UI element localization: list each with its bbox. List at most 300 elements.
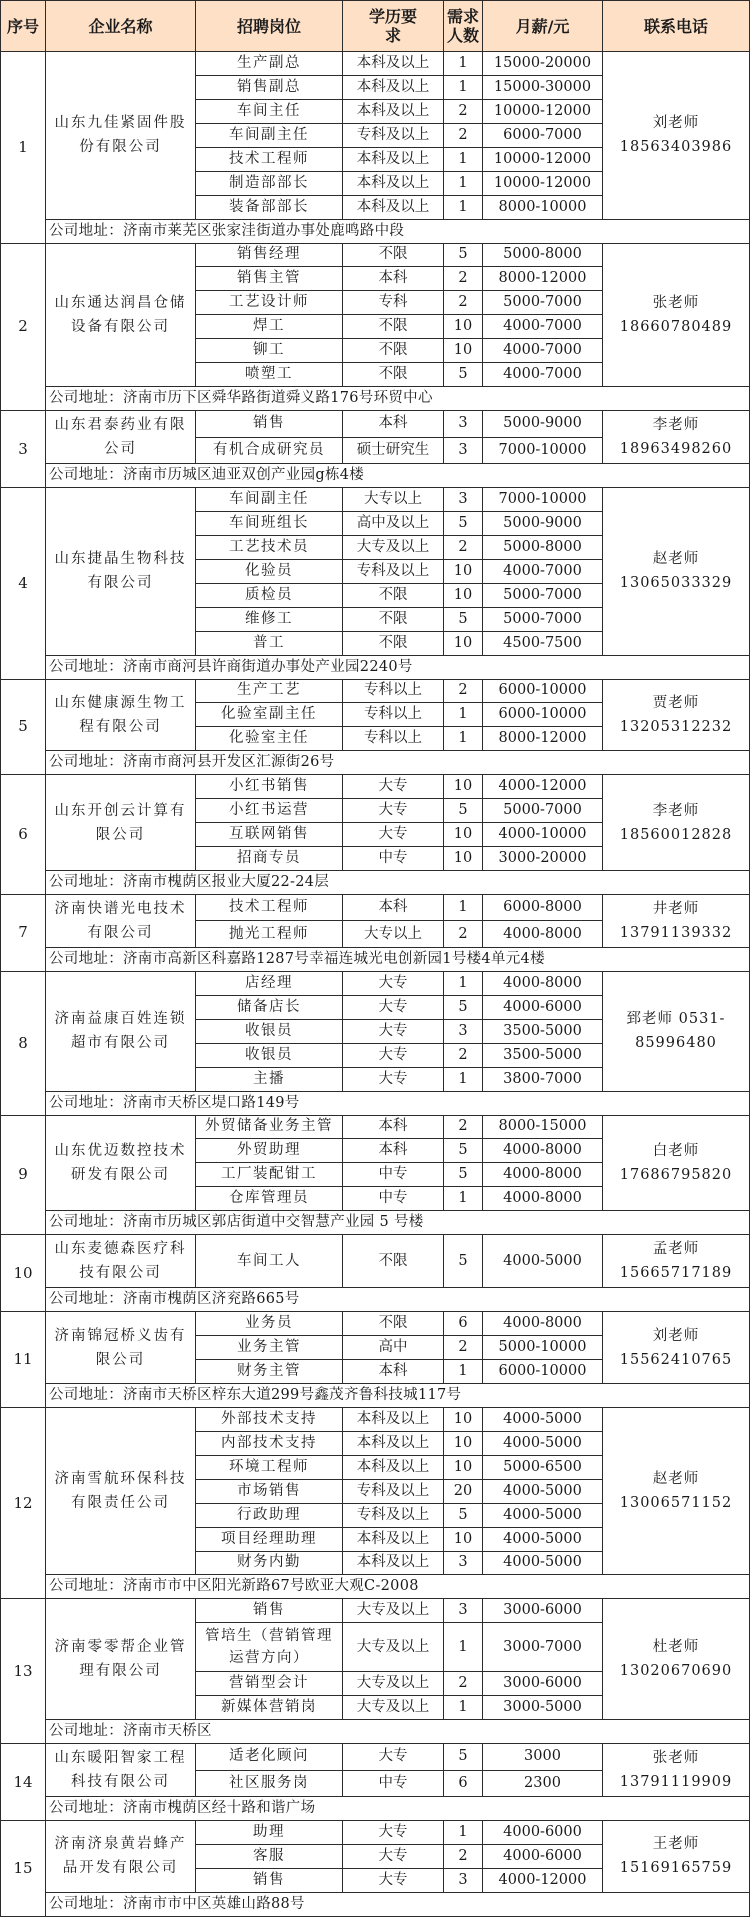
monthly-salary: 3000 [483, 1744, 603, 1771]
monthly-salary: 4000-5000 [483, 1479, 603, 1503]
contact-info: 赵老师 13065033329 [603, 488, 750, 656]
job-title: 销售 [196, 411, 343, 438]
monthly-salary: 4000-10000 [483, 823, 603, 847]
education-requirement: 本科及以上 [343, 1527, 444, 1551]
monthly-salary: 5000-7000 [483, 583, 603, 607]
job-title: 仓库管理员 [196, 1187, 343, 1211]
monthly-salary: 4000-5000 [483, 1503, 603, 1527]
job-title: 工艺设计师 [196, 291, 343, 315]
contact-info: 杜老师 13020670690 [603, 1599, 750, 1720]
address-row [1, 387, 750, 411]
education-requirement: 本科及以上 [343, 147, 444, 171]
education-requirement: 硕士研究生 [343, 437, 444, 464]
education-requirement: 专科及以上 [343, 123, 444, 147]
company-name: 济南锦冠桥义齿有限公司 [46, 1312, 196, 1384]
monthly-salary: 4000-6000 [483, 995, 603, 1019]
education-requirement: 本科 [343, 894, 444, 921]
company-address: 公司地址：济南市天桥区 [46, 1720, 750, 1744]
education-requirement: 不限 [343, 1235, 444, 1288]
education-requirement: 大专 [343, 995, 444, 1019]
monthly-salary: 6000-10000 [483, 1360, 603, 1384]
education-requirement: 专科及以上 [343, 1503, 444, 1527]
job-title: 客服 [196, 1845, 343, 1869]
job-title: 车间主任 [196, 99, 343, 123]
job-row [1, 52, 750, 76]
job-row [1, 894, 750, 921]
company-address: 公司地址：济南市天桥区堤口路149号 [46, 1091, 750, 1115]
job-title: 财务主管 [196, 1360, 343, 1384]
headcount: 1 [444, 1187, 483, 1211]
company-number: 6 [1, 775, 46, 895]
education-requirement: 不限 [343, 363, 444, 387]
company-name: 山东捷晶生物科技有限公司 [46, 488, 196, 656]
monthly-salary: 2300 [483, 1770, 603, 1797]
monthly-salary: 4000-7000 [483, 315, 603, 339]
company-name: 山东暖阳智家工程科技有限公司 [46, 1744, 196, 1797]
education-requirement: 本科及以上 [343, 1455, 444, 1479]
company-address: 公司地址：济南市历城区迪亚双创产业园g栋4楼 [46, 464, 750, 488]
job-row [1, 775, 750, 799]
company-number: 3 [1, 411, 46, 488]
headcount: 2 [444, 679, 483, 703]
monthly-salary: 7000-10000 [483, 437, 603, 464]
headcount: 1 [444, 195, 483, 219]
job-title: 小红书运营 [196, 799, 343, 823]
monthly-salary: 5000-10000 [483, 1336, 603, 1360]
job-title: 外贸助理 [196, 1139, 343, 1163]
education-requirement: 不限 [343, 1312, 444, 1336]
job-title: 销售主管 [196, 267, 343, 291]
education-requirement: 大专 [343, 1821, 444, 1845]
company-number: 9 [1, 1115, 46, 1235]
headcount: 3 [444, 488, 483, 512]
monthly-salary: 4000-8000 [483, 1163, 603, 1187]
company-address: 公司地址：济南市槐荫区济兖路665号 [46, 1288, 750, 1312]
company-number: 10 [1, 1235, 46, 1312]
monthly-salary: 15000-30000 [483, 75, 603, 99]
company-address: 公司地址：济南市商河县许商街道办事处产业园2240号 [46, 655, 750, 679]
education-requirement: 专科及以上 [343, 559, 444, 583]
job-title: 车间工人 [196, 1235, 343, 1288]
education-requirement: 不限 [343, 583, 444, 607]
company-number: 12 [1, 1407, 46, 1599]
job-title: 财务内勤 [196, 1551, 343, 1575]
education-requirement: 本科及以上 [343, 99, 444, 123]
monthly-salary: 4000-6000 [483, 1845, 603, 1869]
monthly-salary: 4000-8000 [483, 1187, 603, 1211]
headcount: 2 [444, 1672, 483, 1696]
contact-info: 李老师 18963498260 [603, 411, 750, 464]
monthly-salary: 3000-7000 [483, 1623, 603, 1672]
headcount: 5 [444, 1163, 483, 1187]
headcount: 1 [444, 171, 483, 195]
headcount: 6 [444, 1312, 483, 1336]
job-title: 招商专员 [196, 847, 343, 871]
job-title: 内部技术支持 [196, 1431, 343, 1455]
contact-info: 赵老师 13006571152 [603, 1407, 750, 1575]
job-title: 技术工程师 [196, 894, 343, 921]
address-row [1, 1575, 750, 1599]
monthly-salary: 4000-12000 [483, 1868, 603, 1892]
monthly-salary: 4000-5000 [483, 1431, 603, 1455]
education-requirement: 大专 [343, 1019, 444, 1043]
monthly-salary: 5000-8000 [483, 535, 603, 559]
job-title: 社区服务岗 [196, 1770, 343, 1797]
monthly-salary: 4000-5000 [483, 1527, 603, 1551]
education-requirement: 不限 [343, 243, 444, 267]
address-row [1, 1383, 750, 1407]
header-education: 学历要求 [343, 1, 444, 52]
company-address: 公司地址：济南市市中区英雄山路88号 [46, 1892, 750, 1916]
education-requirement: 中专 [343, 1187, 444, 1211]
company-address: 公司地址：济南市槐荫区报业大厦22-24层 [46, 871, 750, 895]
job-title: 环境工程师 [196, 1455, 343, 1479]
headcount: 2 [444, 1336, 483, 1360]
headcount: 1 [444, 894, 483, 921]
job-title: 制造部部长 [196, 171, 343, 195]
monthly-salary: 4000-5000 [483, 1551, 603, 1575]
contact-info: 刘老师 18563403986 [603, 52, 750, 220]
monthly-salary: 8000-12000 [483, 267, 603, 291]
education-requirement: 本科及以上 [343, 195, 444, 219]
headcount: 3 [444, 1019, 483, 1043]
job-title: 行政助理 [196, 1503, 343, 1527]
job-title: 技术工程师 [196, 147, 343, 171]
company-address: 公司地址：济南市历城区郭店街道中交智慧产业园 5 号楼 [46, 1211, 750, 1235]
job-title: 抛光工程师 [196, 921, 343, 948]
address-row [1, 1211, 750, 1235]
headcount: 5 [444, 511, 483, 535]
headcount: 10 [444, 1527, 483, 1551]
company-name: 济南济泉黄岩蜂产品开发有限公司 [46, 1821, 196, 1893]
header-no: 序号 [1, 1, 46, 52]
monthly-salary: 3000-5000 [483, 1696, 603, 1720]
contact-info: 张老师 13791119909 [603, 1744, 750, 1797]
job-title: 喷塑工 [196, 363, 343, 387]
job-title: 储备店长 [196, 995, 343, 1019]
company-name: 济南快谱光电技术有限公司 [46, 894, 196, 947]
job-title: 车间副主任 [196, 488, 343, 512]
headcount: 3 [444, 1868, 483, 1892]
company-address: 公司地址：济南市高新区科嘉路1287号幸福连城光电创新园1号楼4单元4楼 [46, 947, 750, 971]
education-requirement: 大专 [343, 1868, 444, 1892]
company-name: 山东健康源生物工程有限公司 [46, 679, 196, 751]
education-requirement: 大专 [343, 823, 444, 847]
education-requirement: 大专 [343, 1067, 444, 1091]
company-address: 公司地址：济南市莱芜区张家洼街道办事处鹿鸣路中段 [46, 219, 750, 243]
education-requirement: 大专 [343, 775, 444, 799]
monthly-salary: 4000-5000 [483, 1407, 603, 1431]
job-title: 车间副主任 [196, 123, 343, 147]
headcount: 1 [444, 1623, 483, 1672]
company-number: 8 [1, 971, 46, 1115]
job-title: 业务员 [196, 1312, 343, 1336]
monthly-salary: 3000-20000 [483, 847, 603, 871]
job-row [1, 1312, 750, 1336]
education-requirement: 本科及以上 [343, 1407, 444, 1431]
education-requirement: 本科及以上 [343, 52, 444, 76]
header-count: 需求人数 [444, 1, 483, 52]
headcount: 5 [444, 1503, 483, 1527]
job-title: 生产工艺 [196, 679, 343, 703]
headcount: 1 [444, 147, 483, 171]
job-row [1, 1744, 750, 1771]
job-title: 铆工 [196, 339, 343, 363]
job-title: 助理 [196, 1821, 343, 1845]
education-requirement: 本科及以上 [343, 1551, 444, 1575]
job-title: 项目经理助理 [196, 1527, 343, 1551]
company-name: 山东通达润昌仓储设备有限公司 [46, 243, 196, 387]
headcount: 3 [444, 437, 483, 464]
contact-info: 郅老师 0531-85996480 [603, 971, 750, 1091]
contact-info: 孟老师 15665717189 [603, 1235, 750, 1288]
education-requirement: 不限 [343, 339, 444, 363]
monthly-salary: 4000-8000 [483, 921, 603, 948]
job-row [1, 488, 750, 512]
education-requirement: 不限 [343, 607, 444, 631]
education-requirement: 大专 [343, 1744, 444, 1771]
job-row [1, 1235, 750, 1288]
headcount: 1 [444, 1067, 483, 1091]
header-salary: 月薪/元 [483, 1, 603, 52]
headcount: 5 [444, 243, 483, 267]
education-requirement: 大专及以上 [343, 1672, 444, 1696]
headcount: 10 [444, 1431, 483, 1455]
contact-info: 白老师 17686795820 [603, 1115, 750, 1211]
headcount: 5 [444, 1235, 483, 1288]
education-requirement: 本科及以上 [343, 171, 444, 195]
headcount: 3 [444, 411, 483, 438]
education-requirement: 大专 [343, 971, 444, 995]
education-requirement: 中专 [343, 1770, 444, 1797]
company-number: 7 [1, 894, 46, 971]
company-name: 山东麦德森医疗科技有限公司 [46, 1235, 196, 1288]
company-name: 济南零零帮企业管理有限公司 [46, 1599, 196, 1720]
monthly-salary: 3800-7000 [483, 1067, 603, 1091]
education-requirement: 不限 [343, 315, 444, 339]
education-requirement: 专科 [343, 291, 444, 315]
address-row [1, 1720, 750, 1744]
headcount: 5 [444, 1744, 483, 1771]
job-row [1, 971, 750, 995]
monthly-salary: 6000-10000 [483, 703, 603, 727]
education-requirement: 不限 [343, 631, 444, 655]
education-requirement: 大专及以上 [343, 1623, 444, 1672]
monthly-salary: 3000-6000 [483, 1672, 603, 1696]
headcount: 1 [444, 1696, 483, 1720]
address-row [1, 1091, 750, 1115]
headcount: 1 [444, 971, 483, 995]
contact-info: 张老师 18660780489 [603, 243, 750, 387]
contact-info: 贾老师 13205312232 [603, 679, 750, 751]
monthly-salary: 4000-8000 [483, 1312, 603, 1336]
headcount: 10 [444, 775, 483, 799]
job-title: 焊工 [196, 315, 343, 339]
company-number: 11 [1, 1312, 46, 1408]
education-requirement: 专科以上 [343, 703, 444, 727]
education-requirement: 专科及以上 [343, 1479, 444, 1503]
headcount: 10 [444, 631, 483, 655]
headcount: 5 [444, 363, 483, 387]
job-title: 化验室主任 [196, 727, 343, 751]
job-title: 市场销售 [196, 1479, 343, 1503]
job-row [1, 679, 750, 703]
education-requirement: 本科 [343, 1115, 444, 1139]
job-title: 收银员 [196, 1043, 343, 1067]
monthly-salary: 3500-5000 [483, 1043, 603, 1067]
headcount: 10 [444, 339, 483, 363]
education-requirement: 专科以上 [343, 727, 444, 751]
contact-info: 井老师 13791139332 [603, 894, 750, 947]
education-requirement: 本科 [343, 1360, 444, 1384]
job-title: 装备部部长 [196, 195, 343, 219]
job-title: 销售 [196, 1599, 343, 1623]
company-number: 15 [1, 1821, 46, 1917]
address-row [1, 464, 750, 488]
header-position: 招聘岗位 [196, 1, 343, 52]
headcount: 10 [444, 559, 483, 583]
job-title: 管培生（营销管理运营方向） [196, 1623, 343, 1672]
education-requirement: 大专 [343, 799, 444, 823]
headcount: 3 [444, 1599, 483, 1623]
job-title: 收银员 [196, 1019, 343, 1043]
monthly-salary: 8000-10000 [483, 195, 603, 219]
education-requirement: 本科 [343, 1139, 444, 1163]
company-number: 14 [1, 1744, 46, 1821]
monthly-salary: 10000-12000 [483, 99, 603, 123]
headcount: 1 [444, 1821, 483, 1845]
job-title: 化验室副主任 [196, 703, 343, 727]
education-requirement: 大专以上 [343, 921, 444, 948]
job-title: 销售副总 [196, 75, 343, 99]
headcount: 2 [444, 291, 483, 315]
company-address: 公司地址：济南市天桥区梓东大道299号鑫茂齐鲁科技城117号 [46, 1383, 750, 1407]
company-name: 济南益康百姓连锁超市有限公司 [46, 971, 196, 1091]
monthly-salary: 5000-7000 [483, 607, 603, 631]
contact-info: 刘老师 15562410765 [603, 1312, 750, 1384]
job-title: 生产副总 [196, 52, 343, 76]
headcount: 10 [444, 1407, 483, 1431]
job-title: 外部技术支持 [196, 1407, 343, 1431]
job-title: 工艺技术员 [196, 535, 343, 559]
education-requirement: 高中及以上 [343, 511, 444, 535]
education-requirement: 本科及以上 [343, 1431, 444, 1455]
monthly-salary: 4000-7000 [483, 363, 603, 387]
job-row [1, 1821, 750, 1845]
education-requirement: 专科以上 [343, 679, 444, 703]
header-row [1, 1, 750, 52]
company-address: 公司地址：济南市槐荫区经十路和谐广场 [46, 1797, 750, 1821]
address-row [1, 1892, 750, 1916]
job-title: 主播 [196, 1067, 343, 1091]
monthly-salary: 4000-8000 [483, 971, 603, 995]
company-address: 公司地址：济南市市中区阳光新路67号欧亚大观C-2008 [46, 1575, 750, 1599]
monthly-salary: 6000-7000 [483, 123, 603, 147]
headcount: 1 [444, 52, 483, 76]
address-row [1, 1288, 750, 1312]
education-requirement: 本科 [343, 267, 444, 291]
company-number: 1 [1, 52, 46, 244]
address-row [1, 871, 750, 895]
monthly-salary: 4000-6000 [483, 1821, 603, 1845]
headcount: 20 [444, 1479, 483, 1503]
job-title: 店经理 [196, 971, 343, 995]
education-requirement: 大专及以上 [343, 1696, 444, 1720]
job-title: 业务主管 [196, 1336, 343, 1360]
company-number: 4 [1, 488, 46, 680]
job-row [1, 411, 750, 438]
company-name: 山东开创云计算有限公司 [46, 775, 196, 871]
headcount: 1 [444, 727, 483, 751]
job-title: 销售经理 [196, 243, 343, 267]
headcount: 2 [444, 123, 483, 147]
address-row [1, 219, 750, 243]
monthly-salary: 8000-12000 [483, 727, 603, 751]
monthly-salary: 4000-12000 [483, 775, 603, 799]
education-requirement: 本科 [343, 411, 444, 438]
headcount: 10 [444, 583, 483, 607]
address-row [1, 947, 750, 971]
monthly-salary: 6000-8000 [483, 894, 603, 921]
company-number: 5 [1, 679, 46, 775]
monthly-salary: 15000-20000 [483, 52, 603, 76]
address-row [1, 751, 750, 775]
job-title: 小红书销售 [196, 775, 343, 799]
job-title: 营销型会计 [196, 1672, 343, 1696]
monthly-salary: 5000-7000 [483, 291, 603, 315]
headcount: 2 [444, 1043, 483, 1067]
header-company: 企业名称 [46, 1, 196, 52]
monthly-salary: 5000-9000 [483, 411, 603, 438]
monthly-salary: 6000-10000 [483, 679, 603, 703]
education-requirement: 大专以上 [343, 488, 444, 512]
job-row [1, 1599, 750, 1623]
job-title: 互联网销售 [196, 823, 343, 847]
headcount: 10 [444, 847, 483, 871]
monthly-salary: 5000-9000 [483, 511, 603, 535]
header-contact: 联系电话 [603, 1, 750, 52]
education-requirement: 大专 [343, 1043, 444, 1067]
address-row [1, 655, 750, 679]
job-title: 销售 [196, 1868, 343, 1892]
education-requirement: 大专及以上 [343, 1599, 444, 1623]
company-address: 公司地址：济南市商河县开发区汇源街26号 [46, 751, 750, 775]
company-name: 济南雪航环保科技有限责任公司 [46, 1407, 196, 1575]
job-title: 适老化顾问 [196, 1744, 343, 1771]
headcount: 2 [444, 267, 483, 291]
education-requirement: 高中 [343, 1336, 444, 1360]
monthly-salary: 10000-12000 [483, 147, 603, 171]
job-title: 车间班组长 [196, 511, 343, 535]
job-title: 工厂装配钳工 [196, 1163, 343, 1187]
headcount: 6 [444, 1770, 483, 1797]
monthly-salary: 7000-10000 [483, 488, 603, 512]
monthly-salary: 8000-15000 [483, 1115, 603, 1139]
headcount: 10 [444, 823, 483, 847]
headcount: 2 [444, 99, 483, 123]
job-title: 外贸储备业务主管 [196, 1115, 343, 1139]
job-title: 化验员 [196, 559, 343, 583]
job-title: 有机合成研究员 [196, 437, 343, 464]
contact-info: 王老师 15169165759 [603, 1821, 750, 1893]
job-row [1, 1115, 750, 1139]
headcount: 1 [444, 1360, 483, 1384]
headcount: 2 [444, 1115, 483, 1139]
address-row [1, 1797, 750, 1821]
company-name: 山东君泰药业有限公司 [46, 411, 196, 464]
job-row [1, 243, 750, 267]
monthly-salary: 4000-8000 [483, 1139, 603, 1163]
